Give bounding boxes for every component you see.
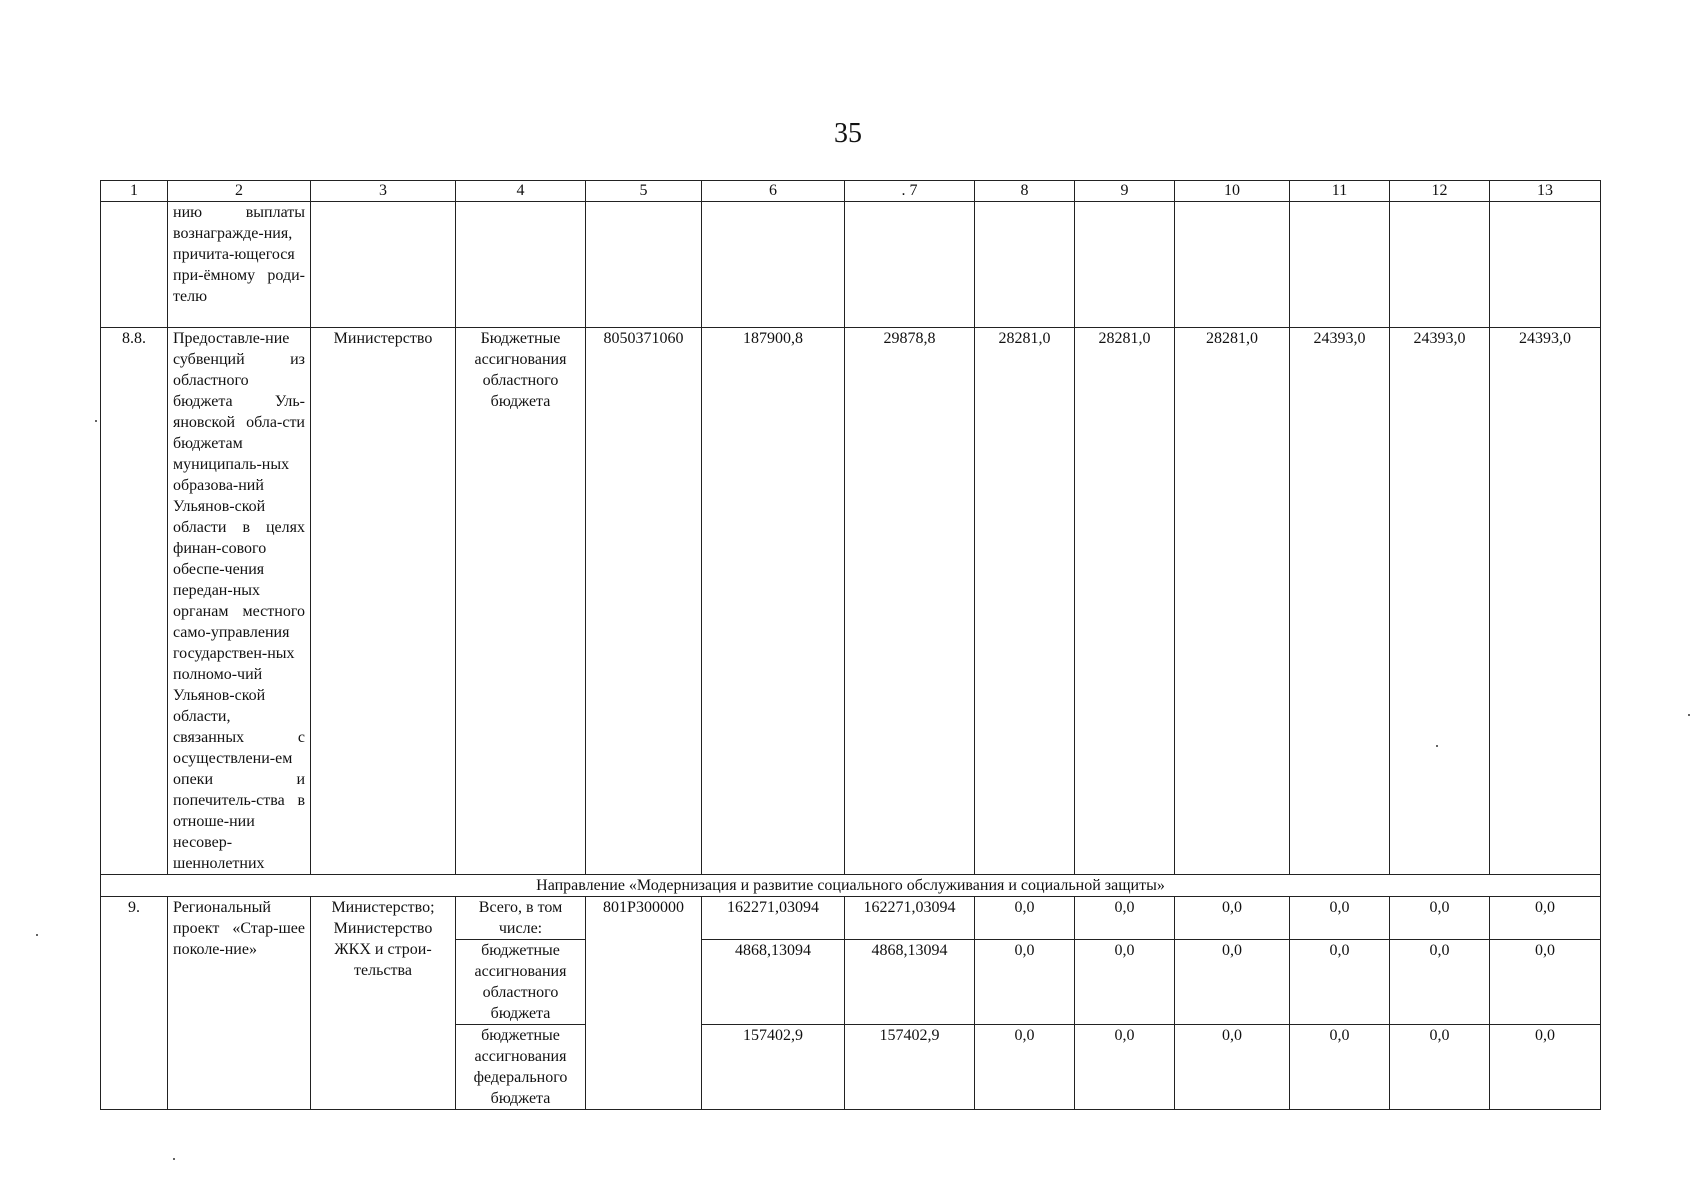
header-col-8: 8 bbox=[975, 181, 1075, 202]
cell-value-9: 28281,0 bbox=[1075, 328, 1175, 875]
header-col-10: 10 bbox=[1175, 181, 1290, 202]
cell-value-6: 162271,03094 bbox=[702, 897, 845, 940]
scan-speck bbox=[1436, 745, 1438, 747]
header-col-12: 12 bbox=[1390, 181, 1490, 202]
cell-value-8: 0,0 bbox=[975, 897, 1075, 940]
cell-value-11: 24393,0 bbox=[1290, 328, 1390, 875]
cell-value-10: 0,0 bbox=[1175, 1025, 1290, 1110]
cell-num: 8.8. bbox=[101, 328, 168, 875]
cell-value-6: 157402,9 bbox=[702, 1025, 845, 1110]
cell-value-7: 157402,9 bbox=[845, 1025, 975, 1110]
cell-value-6: 4868,13094 bbox=[702, 940, 845, 1025]
table-row-8-8 bbox=[101, 328, 1601, 875]
header-col-11: 11 bbox=[1290, 181, 1390, 202]
cell-value-12: 24393,0 bbox=[1390, 328, 1490, 875]
budget-table bbox=[100, 180, 1601, 1110]
cell-value-7: 29878,8 bbox=[845, 328, 975, 875]
cell-source: бюджетные ассигнования областного бюджета bbox=[456, 940, 586, 1025]
cell-value-11: 0,0 bbox=[1290, 897, 1390, 940]
header-col-7: . 7 bbox=[845, 181, 975, 202]
section-title: Направление «Модернизация и развитие социального обслуживания и социальной защиты» bbox=[101, 875, 1601, 897]
cell-value-12: 0,0 bbox=[1390, 940, 1490, 1025]
cell-code: 8050371060 bbox=[586, 328, 702, 875]
cell-value-10: 0,0 bbox=[1175, 897, 1290, 940]
cell-executor: Министерство bbox=[311, 328, 456, 875]
cell-name: Предоставле-ние субвенций из областного бюджета Уль-яновской обла-сти бюджетам муниципаль-ных образова-ний Ульянов-ской области в целях финан-сового обеспе-чения передан-ных органам местного само-управления государствен-ных полномо-чий Ульянов-ской области, связанных с осуществлени-ем опеки и попечитель-ства в отноше-нии несовер-шеннолетних bbox=[168, 328, 311, 875]
scan-speck bbox=[95, 420, 97, 422]
cell-code: 801P300000 bbox=[586, 897, 702, 1110]
scan-speck bbox=[36, 934, 38, 936]
cell-value-10: 28281,0 bbox=[1175, 328, 1290, 875]
cell-value-8: 0,0 bbox=[975, 1025, 1075, 1110]
cell-value-9: 0,0 bbox=[1075, 897, 1175, 940]
cell-value-8: 28281,0 bbox=[975, 328, 1075, 875]
cell-executor: Министерство; Министерство ЖКХ и строи-тельства bbox=[311, 897, 456, 1110]
cell-name-continuation: нию выплаты вознагражде-ния, причита-ющегося при-ёмному роди-телю bbox=[168, 202, 311, 328]
cell-value-11: 0,0 bbox=[1290, 940, 1390, 1025]
header-col-3: 3 bbox=[311, 181, 456, 202]
cell-value-6: 187900,8 bbox=[702, 328, 845, 875]
cell-value-12: 0,0 bbox=[1390, 897, 1490, 940]
cell-value-13: 24393,0 bbox=[1490, 328, 1601, 875]
cell-value-13: 0,0 bbox=[1490, 897, 1601, 940]
page-number: 35 bbox=[834, 118, 862, 149]
header-col-1: 1 bbox=[101, 181, 168, 202]
cell-value-11: 0,0 bbox=[1290, 1025, 1390, 1110]
cell-value-10: 0,0 bbox=[1175, 940, 1290, 1025]
cell-source: бюджетные ассигнования федерального бюджета bbox=[456, 1025, 586, 1110]
cell-value-13: 0,0 bbox=[1490, 940, 1601, 1025]
cell-num: 9. bbox=[101, 897, 168, 1110]
scan-speck bbox=[173, 1158, 175, 1160]
header-col-9: 9 bbox=[1075, 181, 1175, 202]
cell-value-13: 0,0 bbox=[1490, 1025, 1601, 1110]
scan-speck bbox=[1688, 714, 1690, 716]
cell-value-9: 0,0 bbox=[1075, 1025, 1175, 1110]
cell-value-8: 0,0 bbox=[975, 940, 1075, 1025]
cell-source: Всего, в том числе: bbox=[456, 897, 586, 940]
header-row bbox=[101, 181, 1601, 202]
header-col-13: 13 bbox=[1490, 181, 1601, 202]
header-col-5: 5 bbox=[586, 181, 702, 202]
table-row-9-total bbox=[101, 897, 1601, 940]
cell-value-12: 0,0 bbox=[1390, 1025, 1490, 1110]
section-row bbox=[101, 875, 1601, 897]
table-row-continuation bbox=[101, 202, 1601, 328]
cell-value-7: 162271,03094 bbox=[845, 897, 975, 940]
header-col-4: 4 bbox=[456, 181, 586, 202]
header-col-6: 6 bbox=[702, 181, 845, 202]
cell-source: Бюджетные ассигнования областного бюджета bbox=[456, 328, 586, 875]
cell-value-9: 0,0 bbox=[1075, 940, 1175, 1025]
header-col-2: 2 bbox=[168, 181, 311, 202]
cell-name: Региональный проект «Стар-шее поколе-ние» bbox=[168, 897, 311, 1110]
cell-value-7: 4868,13094 bbox=[845, 940, 975, 1025]
